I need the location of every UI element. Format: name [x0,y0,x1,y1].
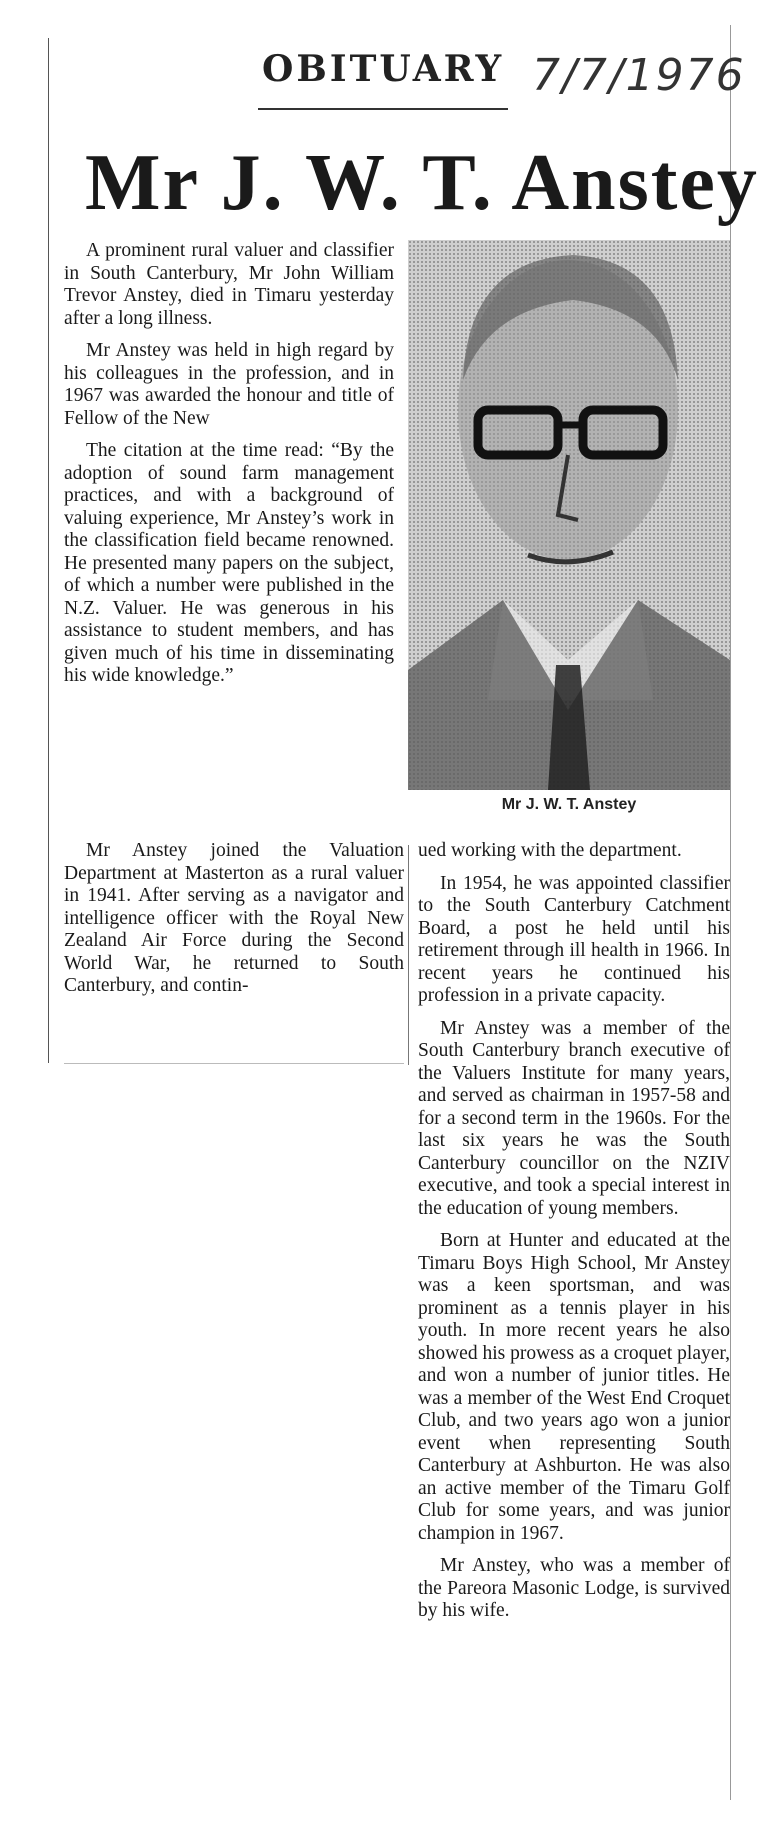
paragraph: Mr Anstey was held in high regard by his colleagues in the profession, and in 1967 was awarded the honour and title of Fellow of the New [64,340,394,429]
paragraph: Mr Anstey was a member of the South Canterbury branch executive of the Valuers Institute for many years, and served as chairman in 1957-58 and for a second term in the 1960s. For the last six years he was the South Canterbury councillor on the NZIV executive, and took a special interest in the education of young members. [418,1017,730,1219]
right-clipping-edge [730,25,731,1800]
portrait-photo [408,240,730,790]
paragraph: The citation at the time read: “By the adoption of sound farm management practices, and with a background of valuing experience, Mr Anstey’s work in the classification field became renowned. He presented many papers on the subject, of which a number were published in the N.Z. Valuer. He was generous in his assistance to student members, and has given much of his time in disseminating his wide knowledge.” [64,440,394,686]
paragraph: ued working with the department. [418,840,682,861]
left-clipping-edge [48,38,49,1063]
handwritten-date: 7/7/1976 [532,50,746,101]
paragraph: A prominent rural valuer and classifier in South Canterbury, Mr John William Trevor Anstey, died in Timaru yesterday after a long illness. [64,240,394,329]
column-3 [418,840,730,1633]
portrait-image [408,240,730,790]
paragraph: Mr Anstey, who was a member of the Pareora Masonic Lodge, is survived by his wife. [418,1555,730,1621]
paragraph: Born at Hunter and educated at the Timaru Boys High School, Mr Anstey was a keen sportsman, and was prominent as a tennis player in his youth. In more recent years he also showed his prowess as a croquet player, and won a number of junior titles. He was a member of the West End Croquet Club, and two years ago won a junior event when representing South Canterbury at Ashburton. He was also an active member of the Timaru Golf Club for some years, and was junior champion in 1967. [418,1230,730,1544]
paragraph: In 1954, he was appointed classifier to the South Canterbury Catchment Board, a post he held until his retirement through ill health in 1966. In recent years he continued his profession in a private capacity. [418,872,730,1006]
photo-caption: Mr J. W. T. Anstey [501,796,637,813]
column-2 [64,840,404,1008]
paragraph: Mr Anstey joined the Valuation Department at Masterton as a rural valuer in 1941. After serving as a navigator and intelligence officer with the Royal New Zealand Air Force during the Second World War, he returned to South Canterbury, and contin- [64,840,404,996]
headline: Mr J. W. T. Anstey [85,139,759,227]
column-1 [64,240,394,698]
section-kicker: OBITUARY [262,48,505,90]
column-divider [408,845,409,1065]
kicker-underline [258,108,508,110]
column-end-rule [64,1063,404,1064]
